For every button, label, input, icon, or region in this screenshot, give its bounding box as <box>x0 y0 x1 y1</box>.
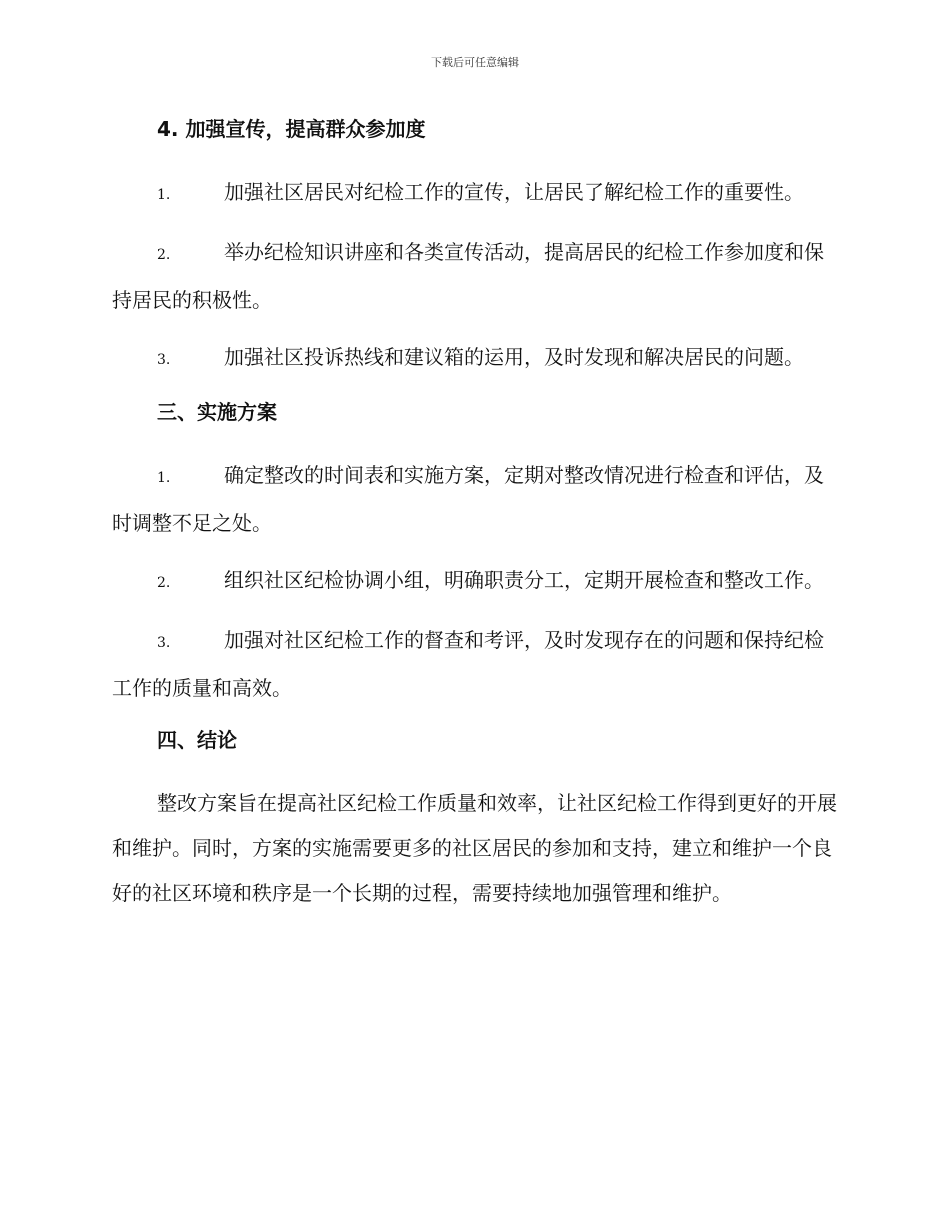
list-item-number: 1. <box>157 187 171 203</box>
list-item <box>112 230 838 323</box>
section-heading-implementation: 三、实施方案 <box>157 400 277 424</box>
list-item <box>112 453 838 546</box>
list-item-number: 3. <box>157 352 171 368</box>
list-item-number: 2. <box>157 575 171 591</box>
section-heading-4: 4. 加强宣传，提高群众参加度 <box>157 117 426 141</box>
section-heading-conclusion: 四、结论 <box>157 728 237 752</box>
list-item <box>112 335 838 383</box>
page-header: 下载后可任意编辑 <box>431 56 519 69</box>
list-item-text: 组织社区纪检协调小组，明确职责分工，定期开展检查和整改工作。 <box>224 568 824 592</box>
list-item <box>112 170 838 218</box>
list-item-text: 加强社区投诉热线和建议箱的运用，及时发现和解决居民的问题。 <box>224 345 804 369</box>
list-item-text: 举办纪检知识讲座和各类宣传活动，提高居民的纪检工作参加度和保持居民的积极性。 <box>112 240 824 312</box>
list-item-text: 加强对社区纪检工作的督查和考评，及时发现存在的问题和保持纪检工作的质量和高效。 <box>112 628 824 700</box>
list-item-number: 3. <box>157 635 171 651</box>
list-item-number: 1. <box>157 470 171 486</box>
list-item-text: 确定整改的时间表和实施方案，定期对整改情况进行检查和评估，及时调整不足之处。 <box>112 463 824 535</box>
document-body <box>112 112 838 916</box>
list-item <box>112 618 838 711</box>
list-item <box>112 558 838 606</box>
conclusion-paragraph: 整改方案旨在提高社区纪检工作质量和效率，让社区纪检工作得到更好的开展和维护。同时，方案的实施需要更多的社区居民的参加和支持，建立和维护一个良好的社区环境和秩序是一个长期的过程，需要持续地加强管理和维护。 <box>112 791 837 905</box>
list-item-text: 加强社区居民对纪检工作的宣传，让居民了解纪检工作的重要性。 <box>224 180 804 204</box>
list-item-number: 2. <box>157 247 171 263</box>
